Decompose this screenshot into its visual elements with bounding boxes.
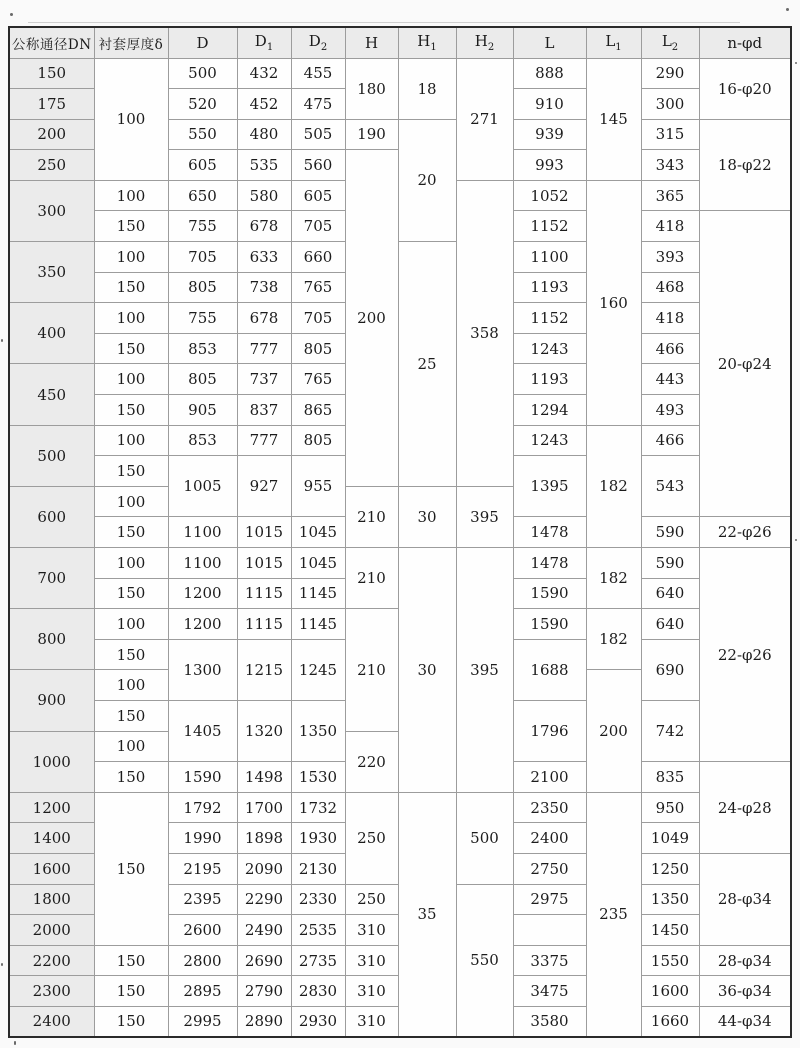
table-cell: 100 bbox=[94, 180, 168, 211]
table-cell: 30 bbox=[398, 548, 456, 793]
table-cell: 100 bbox=[94, 731, 168, 762]
table-cell: 310 bbox=[345, 915, 398, 946]
table-cell: 150 bbox=[94, 792, 168, 945]
table-cell: 805 bbox=[291, 333, 345, 364]
table-cell: 2830 bbox=[291, 976, 345, 1007]
table-row bbox=[9, 548, 791, 579]
table-cell: 16-φ20 bbox=[699, 58, 791, 119]
header-cell-h: H bbox=[345, 27, 398, 58]
table-cell: 1395 bbox=[513, 456, 586, 517]
table-cell: 455 bbox=[291, 58, 345, 89]
table-cell: 18-φ22 bbox=[699, 119, 791, 211]
table-cell: 1590 bbox=[513, 609, 586, 640]
table-cell: 605 bbox=[291, 180, 345, 211]
table-cell: 475 bbox=[291, 89, 345, 120]
table-row bbox=[9, 792, 791, 823]
table-cell: 1200 bbox=[9, 792, 94, 823]
table-cell: 393 bbox=[641, 242, 699, 273]
table-cell: 705 bbox=[291, 211, 345, 242]
table-cell: 150 bbox=[94, 456, 168, 487]
header-cell-nd: n-φd bbox=[699, 27, 791, 58]
table-cell: 2750 bbox=[513, 853, 586, 884]
table-cell: 1100 bbox=[168, 548, 237, 579]
table-cell: 100 bbox=[94, 242, 168, 273]
table-cell: 2975 bbox=[513, 884, 586, 915]
table-cell: 310 bbox=[345, 1006, 398, 1037]
table-cell: 22-φ26 bbox=[699, 517, 791, 548]
header-cell-h2: $H_2$ bbox=[456, 27, 513, 58]
table-cell: 200 bbox=[9, 119, 94, 150]
table-cell: 150 bbox=[94, 700, 168, 731]
table-cell: 1590 bbox=[168, 762, 237, 793]
table-cell: 1000 bbox=[9, 731, 94, 792]
table-cell: 950 bbox=[641, 792, 699, 823]
scan-speck bbox=[14, 1041, 16, 1045]
header-cell-d: D bbox=[168, 27, 237, 58]
table-cell: 182 bbox=[586, 425, 641, 547]
table-cell: 888 bbox=[513, 58, 586, 89]
table-cell: 100 bbox=[94, 670, 168, 701]
table-cell: 1498 bbox=[237, 762, 291, 793]
table-cell: 2400 bbox=[513, 823, 586, 854]
header-cell-l2: $L_2$ bbox=[641, 27, 699, 58]
table-cell: 300 bbox=[9, 180, 94, 241]
table-cell: 250 bbox=[345, 792, 398, 884]
table-cell: 44-φ34 bbox=[699, 1006, 791, 1037]
table-cell: 1215 bbox=[237, 639, 291, 700]
table-cell: 1200 bbox=[168, 578, 237, 609]
table-cell: 365 bbox=[641, 180, 699, 211]
table-cell: 535 bbox=[237, 150, 291, 181]
table-cell: 905 bbox=[168, 395, 237, 426]
table-cell: 30 bbox=[398, 486, 456, 547]
table-cell: 1792 bbox=[168, 792, 237, 823]
table-cell: 1700 bbox=[237, 792, 291, 823]
table-cell: 150 bbox=[94, 945, 168, 976]
table-cell: 660 bbox=[291, 242, 345, 273]
table-cell: 443 bbox=[641, 364, 699, 395]
table-cell: 1294 bbox=[513, 395, 586, 426]
table-cell: 1052 bbox=[513, 180, 586, 211]
table-cell: 24-φ28 bbox=[699, 762, 791, 854]
table-cell: 1243 bbox=[513, 425, 586, 456]
table-cell: 1600 bbox=[641, 976, 699, 1007]
table-cell: 1049 bbox=[641, 823, 699, 854]
table-cell: 180 bbox=[345, 58, 398, 119]
header-cell-dn: 公称通径DN bbox=[9, 27, 94, 58]
table-cell: 1300 bbox=[168, 639, 237, 700]
table-cell: 1245 bbox=[291, 639, 345, 700]
table-cell: 1015 bbox=[237, 517, 291, 548]
page-top-rule bbox=[28, 22, 740, 23]
table-cell: 1100 bbox=[513, 242, 586, 273]
table-cell: 200 bbox=[345, 150, 398, 487]
table-cell: 250 bbox=[345, 884, 398, 915]
table-cell: 605 bbox=[168, 150, 237, 181]
table-cell: 182 bbox=[586, 548, 641, 609]
table-cell: 550 bbox=[168, 119, 237, 150]
table-cell: 3580 bbox=[513, 1006, 586, 1037]
table-cell: 220 bbox=[345, 731, 398, 792]
table-cell: 1688 bbox=[513, 639, 586, 700]
table-cell: 1250 bbox=[641, 853, 699, 884]
table-cell: 343 bbox=[641, 150, 699, 181]
dimension-spec-sheet bbox=[8, 26, 792, 1038]
table-cell: 2400 bbox=[9, 1006, 94, 1037]
table-cell: 500 bbox=[456, 792, 513, 884]
table-cell: 1930 bbox=[291, 823, 345, 854]
table-cell: 2690 bbox=[237, 945, 291, 976]
scan-speck bbox=[1, 339, 3, 342]
table-cell: 150 bbox=[94, 639, 168, 670]
table-cell: 100 bbox=[94, 303, 168, 334]
table-cell: 835 bbox=[641, 762, 699, 793]
table-cell: 1243 bbox=[513, 333, 586, 364]
table-cell: 100 bbox=[94, 364, 168, 395]
header-cell-l1: $L_1$ bbox=[586, 27, 641, 58]
table-cell: 939 bbox=[513, 119, 586, 150]
table-cell: 150 bbox=[94, 578, 168, 609]
table-cell: 2395 bbox=[168, 884, 237, 915]
scan-speck bbox=[795, 62, 797, 64]
table-cell: 543 bbox=[641, 456, 699, 517]
table-cell: 2300 bbox=[9, 976, 94, 1007]
table-cell: 1405 bbox=[168, 700, 237, 761]
table-cell: 1478 bbox=[513, 517, 586, 548]
table-cell: 678 bbox=[237, 211, 291, 242]
table-cell: 590 bbox=[641, 548, 699, 579]
table-cell: 395 bbox=[456, 486, 513, 547]
table-cell: 418 bbox=[641, 211, 699, 242]
table-cell: 300 bbox=[641, 89, 699, 120]
table-cell: 315 bbox=[641, 119, 699, 150]
table-cell: 150 bbox=[94, 517, 168, 548]
table-cell: 432 bbox=[237, 58, 291, 89]
table-cell: 175 bbox=[9, 89, 94, 120]
table-cell: 1530 bbox=[291, 762, 345, 793]
table-cell: 150 bbox=[9, 58, 94, 89]
table-cell: 1450 bbox=[641, 915, 699, 946]
spec-table-body bbox=[9, 58, 791, 1037]
table-cell: 271 bbox=[456, 58, 513, 180]
table-cell: 150 bbox=[94, 272, 168, 303]
table-cell: 2290 bbox=[237, 884, 291, 915]
table-cell: 2930 bbox=[291, 1006, 345, 1037]
scan-speck bbox=[786, 8, 789, 11]
table-cell: 2490 bbox=[237, 915, 291, 946]
table-cell: 1350 bbox=[641, 884, 699, 915]
table-cell: 755 bbox=[168, 303, 237, 334]
table-cell: 1550 bbox=[641, 945, 699, 976]
table-cell: 1590 bbox=[513, 578, 586, 609]
header-cell-d2: $D_2$ bbox=[291, 27, 345, 58]
table-cell: 1320 bbox=[237, 700, 291, 761]
header-cell-h1: $H_1$ bbox=[398, 27, 456, 58]
table-cell: 2895 bbox=[168, 976, 237, 1007]
table-cell: 200 bbox=[586, 670, 641, 792]
table-cell: 468 bbox=[641, 272, 699, 303]
table-cell: 2090 bbox=[237, 853, 291, 884]
table-cell: 1478 bbox=[513, 548, 586, 579]
table-cell: 2195 bbox=[168, 853, 237, 884]
header-row bbox=[9, 27, 791, 58]
table-cell: 3375 bbox=[513, 945, 586, 976]
table-cell: 640 bbox=[641, 609, 699, 640]
table-cell: 25 bbox=[398, 242, 456, 487]
table-cell: 2735 bbox=[291, 945, 345, 976]
table-cell: 640 bbox=[641, 578, 699, 609]
table-cell: 1145 bbox=[291, 609, 345, 640]
scan-speck bbox=[10, 13, 13, 16]
table-cell: 210 bbox=[345, 609, 398, 731]
table-cell: 777 bbox=[237, 425, 291, 456]
table-cell: 100 bbox=[94, 425, 168, 456]
table-cell: 2100 bbox=[513, 762, 586, 793]
table-cell: 755 bbox=[168, 211, 237, 242]
table-cell: 805 bbox=[168, 364, 237, 395]
table-cell: 20 bbox=[398, 119, 456, 241]
table-cell: 765 bbox=[291, 272, 345, 303]
table-cell: 650 bbox=[168, 180, 237, 211]
table-cell: 466 bbox=[641, 425, 699, 456]
table-cell: 865 bbox=[291, 395, 345, 426]
table-cell: 1660 bbox=[641, 1006, 699, 1037]
table-cell: 100 bbox=[94, 609, 168, 640]
scan-speck bbox=[795, 539, 797, 541]
table-cell: 210 bbox=[345, 486, 398, 547]
table-cell: 500 bbox=[9, 425, 94, 486]
table-cell: 1193 bbox=[513, 364, 586, 395]
table-cell: 1115 bbox=[237, 578, 291, 609]
table-cell: 310 bbox=[345, 945, 398, 976]
table-cell: 1200 bbox=[168, 609, 237, 640]
table-cell: 28-φ34 bbox=[699, 853, 791, 945]
table-cell: 742 bbox=[641, 700, 699, 761]
table-cell: 1193 bbox=[513, 272, 586, 303]
table-cell: 1152 bbox=[513, 211, 586, 242]
table-cell: 150 bbox=[94, 211, 168, 242]
table-cell: 805 bbox=[291, 425, 345, 456]
table-cell: 2600 bbox=[168, 915, 237, 946]
table-cell: 700 bbox=[9, 548, 94, 609]
table-cell: 2800 bbox=[168, 945, 237, 976]
table-cell: 1350 bbox=[291, 700, 345, 761]
table-cell: 493 bbox=[641, 395, 699, 426]
table-cell: 250 bbox=[9, 150, 94, 181]
table-cell: 1045 bbox=[291, 548, 345, 579]
table-cell: 633 bbox=[237, 242, 291, 273]
table-cell: 580 bbox=[237, 180, 291, 211]
table-cell: 1800 bbox=[9, 884, 94, 915]
table-cell: 100 bbox=[94, 58, 168, 180]
table-cell: 395 bbox=[456, 548, 513, 793]
scan-speck bbox=[1, 963, 3, 966]
table-cell: 765 bbox=[291, 364, 345, 395]
table-cell: 2535 bbox=[291, 915, 345, 946]
spec-table-header bbox=[9, 27, 791, 58]
table-cell: 2995 bbox=[168, 1006, 237, 1037]
table-cell: 1796 bbox=[513, 700, 586, 761]
table-cell: 100 bbox=[94, 548, 168, 579]
table-cell: 20-φ24 bbox=[699, 211, 791, 517]
table-cell: 837 bbox=[237, 395, 291, 426]
table-cell: 290 bbox=[641, 58, 699, 89]
table-cell: 18 bbox=[398, 58, 456, 119]
table-cell: 210 bbox=[345, 548, 398, 609]
table-cell: 927 bbox=[237, 456, 291, 517]
table-cell: 400 bbox=[9, 303, 94, 364]
table-cell: 853 bbox=[168, 425, 237, 456]
table-cell: 182 bbox=[586, 609, 641, 670]
table-cell: 2330 bbox=[291, 884, 345, 915]
table-row bbox=[9, 58, 791, 89]
table-cell: 418 bbox=[641, 303, 699, 334]
table-cell: 22-φ26 bbox=[699, 548, 791, 762]
table-cell: 150 bbox=[94, 395, 168, 426]
table-cell: 2200 bbox=[9, 945, 94, 976]
table-cell: 1732 bbox=[291, 792, 345, 823]
table-cell: 1045 bbox=[291, 517, 345, 548]
table-cell: 145 bbox=[586, 58, 641, 180]
table-cell: 150 bbox=[94, 1006, 168, 1037]
table-cell: 350 bbox=[9, 242, 94, 303]
header-cell-d1: $D_1$ bbox=[237, 27, 291, 58]
table-cell: 28-φ34 bbox=[699, 945, 791, 976]
table-cell: 1400 bbox=[9, 823, 94, 854]
table-cell: 190 bbox=[345, 119, 398, 150]
table-cell: 993 bbox=[513, 150, 586, 181]
table-cell: 150 bbox=[94, 762, 168, 793]
table-cell: 1600 bbox=[9, 853, 94, 884]
table-cell: 466 bbox=[641, 333, 699, 364]
table-cell: 805 bbox=[168, 272, 237, 303]
table-cell: 150 bbox=[94, 976, 168, 1007]
table-cell: 955 bbox=[291, 456, 345, 517]
table-cell: 777 bbox=[237, 333, 291, 364]
table-cell: 100 bbox=[94, 486, 168, 517]
table-cell: 452 bbox=[237, 89, 291, 120]
header-cell-l: L bbox=[513, 27, 586, 58]
table-cell: 590 bbox=[641, 517, 699, 548]
table-cell: 2890 bbox=[237, 1006, 291, 1037]
table-cell: 1152 bbox=[513, 303, 586, 334]
table-cell: 500 bbox=[168, 58, 237, 89]
table-cell: 705 bbox=[168, 242, 237, 273]
table-cell: 36-φ34 bbox=[699, 976, 791, 1007]
table-cell: 450 bbox=[9, 364, 94, 425]
table-cell: 550 bbox=[456, 884, 513, 1037]
table-cell: 1898 bbox=[237, 823, 291, 854]
table-cell: 1015 bbox=[237, 548, 291, 579]
table-cell: 737 bbox=[237, 364, 291, 395]
table-cell: 738 bbox=[237, 272, 291, 303]
table-cell: 35 bbox=[398, 792, 456, 1037]
table-cell: 1115 bbox=[237, 609, 291, 640]
table-cell: 600 bbox=[9, 486, 94, 547]
table-cell: 800 bbox=[9, 609, 94, 670]
table-cell: 560 bbox=[291, 150, 345, 181]
table-cell: 853 bbox=[168, 333, 237, 364]
table-cell: 505 bbox=[291, 119, 345, 150]
table-cell: 2130 bbox=[291, 853, 345, 884]
spec-table bbox=[8, 26, 792, 1038]
table-cell: 3475 bbox=[513, 976, 586, 1007]
table-cell: 310 bbox=[345, 976, 398, 1007]
table-cell: 358 bbox=[456, 180, 513, 486]
table-cell: 1005 bbox=[168, 456, 237, 517]
table-row bbox=[9, 242, 791, 273]
table-cell: 1990 bbox=[168, 823, 237, 854]
table-cell: 1100 bbox=[168, 517, 237, 548]
table-cell: 900 bbox=[9, 670, 94, 731]
table-cell: 1145 bbox=[291, 578, 345, 609]
table-cell: 235 bbox=[586, 792, 641, 1037]
table-cell: 678 bbox=[237, 303, 291, 334]
table-cell: 520 bbox=[168, 89, 237, 120]
table-cell: 910 bbox=[513, 89, 586, 120]
table-cell: 2000 bbox=[9, 915, 94, 946]
table-cell: 150 bbox=[94, 333, 168, 364]
table-cell: 2350 bbox=[513, 792, 586, 823]
table-cell: 690 bbox=[641, 639, 699, 700]
table-cell: 2790 bbox=[237, 976, 291, 1007]
table-cell: 705 bbox=[291, 303, 345, 334]
table-cell: 480 bbox=[237, 119, 291, 150]
table-cell: 160 bbox=[586, 180, 641, 425]
header-cell-: 衬套厚度δ bbox=[94, 27, 168, 58]
table-cell bbox=[513, 915, 586, 946]
